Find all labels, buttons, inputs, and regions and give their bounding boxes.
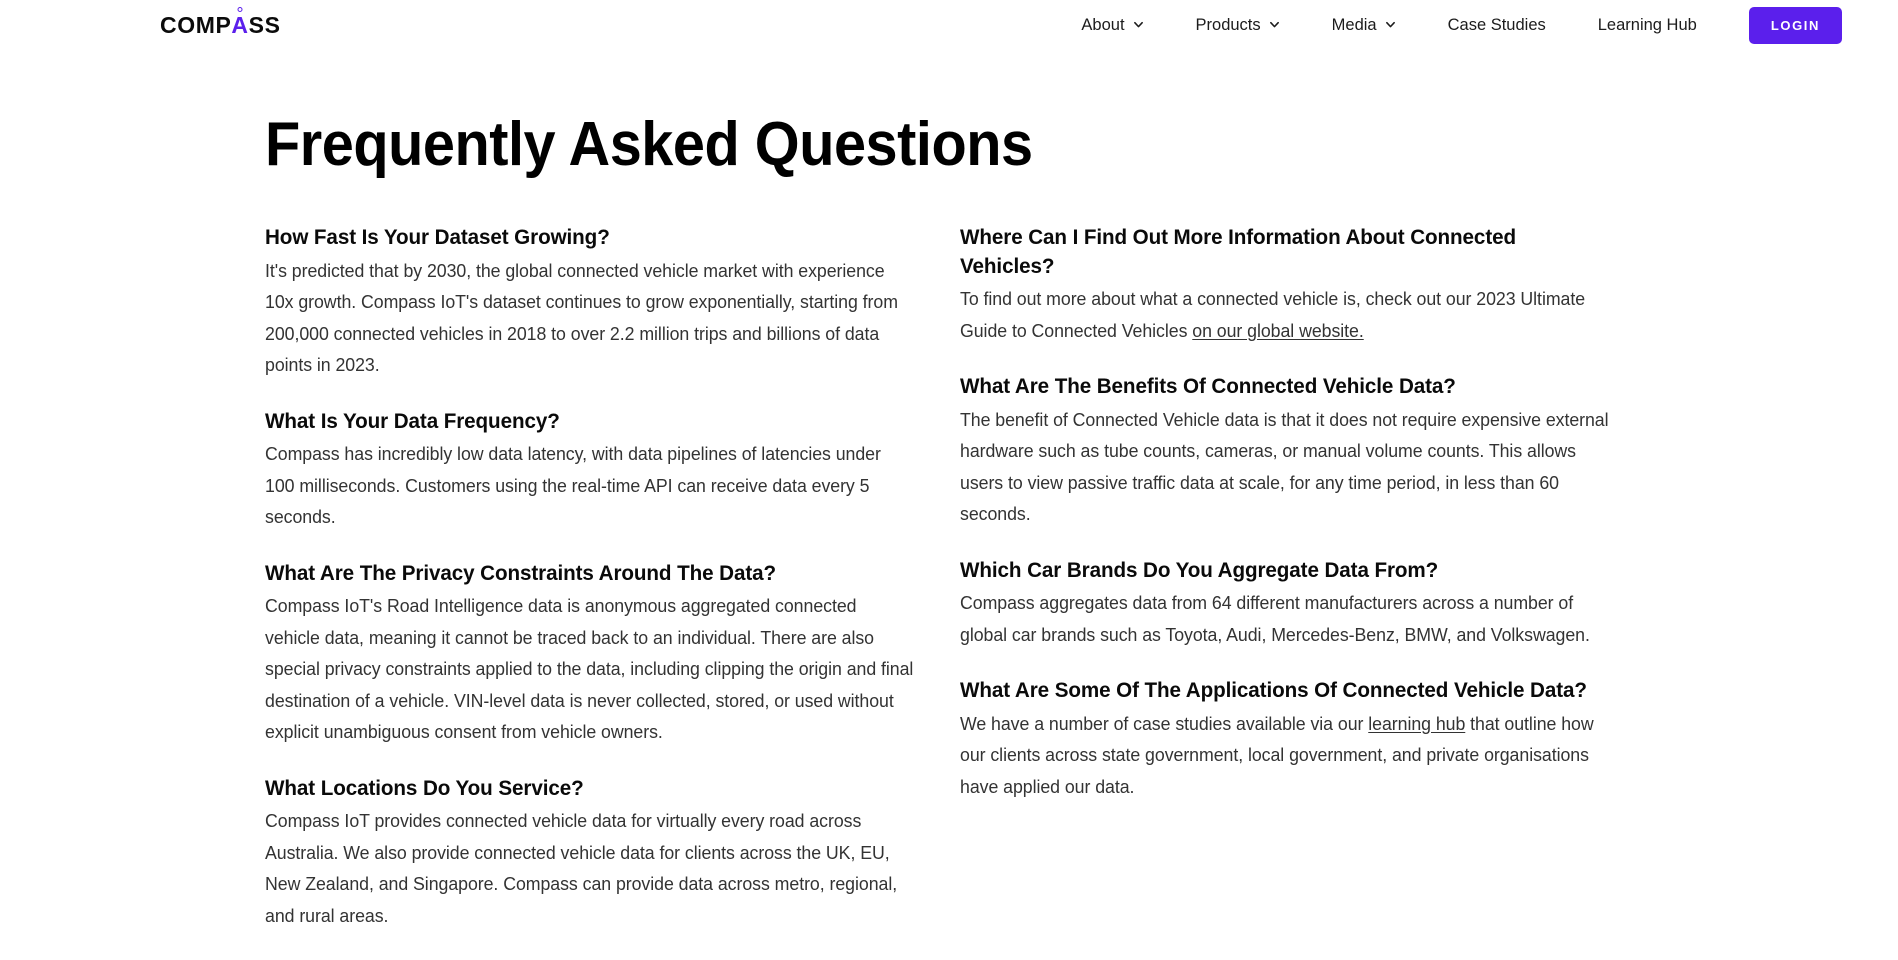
chevron-down-icon[interactable] [1269, 19, 1280, 30]
logo-text-part-2: SS [248, 11, 281, 38]
learning-hub-link[interactable]: learning hub [1368, 712, 1466, 734]
faq-answer-text-tail: that outline how our clients across state government, local government, and private organisations have applied our data. [960, 712, 1594, 797]
faq-answer: Compass aggregates data from 64 different manufacturers across a number of global car brands such as Toyota, Audi, Mercedes-Benz, BMW, and Volkswagen. [960, 592, 1590, 645]
nav-item-products[interactable] [1170, 16, 1306, 35]
logo-letter-a-glyph: A [231, 11, 249, 38]
faq-answer [960, 708, 1610, 802]
faq-item [265, 407, 935, 533]
faq-question: How Fast Is Your Dataset Growing? [265, 225, 610, 250]
faq-column-left [265, 223, 935, 931]
nav-item-about[interactable] [1055, 16, 1169, 35]
faq-item [960, 556, 1630, 651]
faq-answer: Compass IoT provides connected vehicle data for virtually every road across Australia. We also provide connected vehicle data for clients across the UK, EU, New Zealand, and Singapore. Compass can provide data across metro, regional, and rural areas. [265, 810, 898, 926]
faq-item [265, 774, 935, 931]
faq-columns [265, 223, 1665, 931]
compass-logo[interactable] [160, 11, 281, 38]
faq-item [265, 559, 935, 748]
faq-question: What Are Some Of The Applications Of Connected Vehicle Data? [960, 678, 1587, 703]
faq-item [960, 676, 1630, 802]
nav-item-case-studies-label: Case Studies [1447, 15, 1546, 34]
logo-wordmark [160, 11, 281, 38]
faq-question: What Is Your Data Frequency? [265, 408, 560, 433]
faq-question: What Locations Do You Service? [265, 775, 584, 800]
faq-question: What Are The Privacy Constraints Around The Data? [265, 560, 777, 585]
faq-column-right [960, 223, 1630, 931]
faq-answer: Compass IoT's Road Intelligence data is anonymous aggregated connected vehicle data, meaning it cannot be traced back to an individual. There are also special privacy constraints applied to the data, including clipping the origin and final destination of a vehicle. VIN-level data is never collected, stored, or used without explicit unambiguous consent from vehicle owners. [265, 595, 914, 743]
chevron-down-icon[interactable] [1133, 19, 1144, 30]
faq-answer [960, 283, 1610, 346]
faq-question: Which Car Brands Do You Aggregate Data From? [960, 557, 1439, 582]
faq-answer: It's predicted that by 2030, the global connected vehicle market with experience 10x growth. Compass IoT's dataset continues to grow exponentially, starting from 200,000 connected vehicles in 2018 to over 2.2 million trips and billions of data points in 2023. [265, 259, 898, 376]
faq-answer: Compass has incredibly low data latency, with data pipelines of latencies under 100 milliseconds. Customers using the real-time API can receive data every 5 seconds. [265, 443, 881, 528]
faq-item [265, 223, 935, 380]
nav-item-learning-hub-label: Learning Hub [1597, 15, 1697, 34]
nav-item-about-label: About [1081, 15, 1125, 34]
login-button[interactable]: LOGIN [1749, 7, 1842, 44]
nav-item-learning-hub[interactable] [1572, 16, 1723, 35]
nav-item-case-studies[interactable] [1422, 16, 1572, 35]
logo-text-part-1: COMP [160, 11, 232, 38]
site-header [0, 0, 1898, 50]
faq-question: Where Can I Find Out More Information About Connected Vehicles? [960, 225, 1517, 278]
faq-item [960, 223, 1630, 346]
global-website-link[interactable]: on our global website. [1192, 319, 1364, 341]
faq-answer: The benefit of Connected Vehicle data is that it does not require expensive external hardware such as tube counts, cameras, or manual volume counts. This allows users to view passive traffic data at scale, for any time period, in less than 60 seconds. [960, 408, 1609, 525]
faq-question: What Are The Benefits Of Connected Vehicle Data? [960, 374, 1456, 399]
chevron-down-icon[interactable] [1385, 19, 1396, 30]
nav-item-products-label: Products [1195, 15, 1261, 34]
faq-answer-text: To find out more about what a connected vehicle is, check out our 2023 Ultimate Guide to Connected Vehicles [960, 288, 1586, 341]
nav-item-media[interactable] [1306, 16, 1422, 35]
nav-item-media-label: Media [1331, 15, 1377, 34]
faq-answer-text: We have a number of case studies available via our [960, 712, 1369, 734]
main-navigation [1055, 7, 1842, 44]
faq-item [960, 372, 1630, 529]
faq-page [0, 112, 1898, 931]
compass-needle-dot-icon [238, 7, 243, 12]
logo-letter-a-compass-needle [231, 11, 249, 38]
page-title: Frequently Asked Questions [265, 110, 1033, 179]
